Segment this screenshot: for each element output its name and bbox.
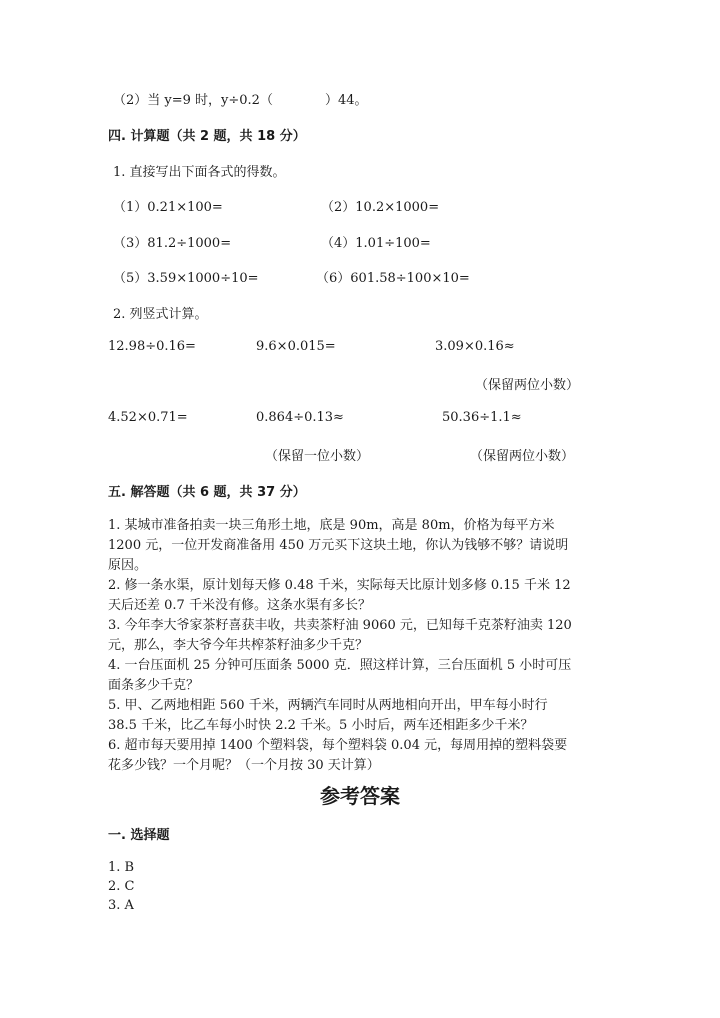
- answers-section-heading: 一. 选择题: [108, 828, 170, 843]
- vertical-calc-item: 50.36÷1.1≈: [442, 410, 522, 425]
- word-problem-line: 面条多少千克？: [108, 678, 200, 693]
- calc-item: （6）601.58÷100×10=: [316, 271, 470, 286]
- word-problem-line: 天后还差 0.7 千米没有修。这条水渠有多长？: [108, 598, 371, 613]
- word-problem-line: 1. 某城市准备拍卖一块三角形土地，底是 90m，高是 80m，价格为每平方米: [108, 518, 555, 533]
- vertical-calc-item: 3.09×0.16≈: [435, 339, 515, 354]
- word-problem-line: 2. 修一条水渠，原计划每天修 0.48 千米，实际每天比原计划多修 0.15 千米 12: [108, 578, 571, 593]
- section-heading-word-problems: 五. 解答题（共 6 题，共 37 分）: [108, 485, 306, 500]
- calc-item: （5）3.59×1000÷10=: [113, 271, 259, 286]
- rounding-note: （保留两位小数）: [475, 378, 580, 393]
- word-problem-line: 花多少钱？一个月呢？（一个月按 30 天计算）: [108, 758, 380, 773]
- answer-item: 1. B: [108, 860, 135, 875]
- word-problem-line: 6. 超市每天要用掉 1400 个塑料袋，每个塑料袋 0.04 元，每周用掉的塑料袋要: [108, 738, 568, 753]
- word-problem-line: 1200 元，一位开发商准备用 450 万元买下这块土地，你认为钱够不够？请说明: [108, 538, 569, 553]
- word-problem-line: 3. 今年李大爷家茶籽喜获丰收，共卖茶籽油 9060 元，已知每千克茶籽油卖 120: [108, 618, 572, 633]
- vertical-calc-item: 12.98÷0.16=: [108, 339, 196, 354]
- question-prompt: 1. 直接写出下面各式的得数。: [113, 165, 286, 180]
- vertical-calc-item: 9.6×0.015=: [256, 339, 336, 354]
- calc-item: （2）10.2×1000=: [321, 200, 440, 215]
- calc-item: （1）0.21×100=: [113, 200, 223, 215]
- rounding-note: （保留一位小数）: [265, 449, 370, 464]
- word-problem-line: 4. 一台压面机 25 分钟可压面条 5000 克．照这样计算，三台压面机 5 小时可压: [108, 658, 572, 673]
- question-fill-blank: （2）当 y=9 时，y÷0.2（ ）44。: [113, 93, 368, 108]
- answer-item: 2. C: [108, 879, 135, 894]
- calc-item: （3）81.2÷1000=: [113, 236, 232, 251]
- word-problem: [108, 516, 572, 776]
- vertical-calc-item: 4.52×0.71=: [108, 410, 188, 425]
- answer-list: [108, 858, 134, 915]
- word-problem-line: 元，那么，李大爷今年共榨茶籽油多少千克？: [108, 638, 369, 653]
- calc-item: （4）1.01÷100=: [321, 236, 431, 251]
- vertical-calc-item: 0.864÷0.13≈: [256, 410, 344, 425]
- answer-item: 3. A: [108, 898, 134, 913]
- word-problem-line: 原因。: [108, 558, 148, 573]
- rounding-note: （保留两位小数）: [470, 449, 575, 464]
- answers-title: 参考答案: [320, 784, 400, 808]
- word-problem-line: 5. 甲、乙两地相距 560 千米，两辆汽车同时从两地相向开出，甲车每小时行: [108, 698, 548, 713]
- question-prompt: 2. 列竖式计算。: [113, 307, 208, 322]
- section-heading-calculation: 四. 计算题（共 2 题，共 18 分）: [108, 129, 306, 144]
- word-problem-line: 38.5 千米，比乙车每小时快 2.2 千米。5 小时后，两车还相距多少千米？: [108, 718, 534, 733]
